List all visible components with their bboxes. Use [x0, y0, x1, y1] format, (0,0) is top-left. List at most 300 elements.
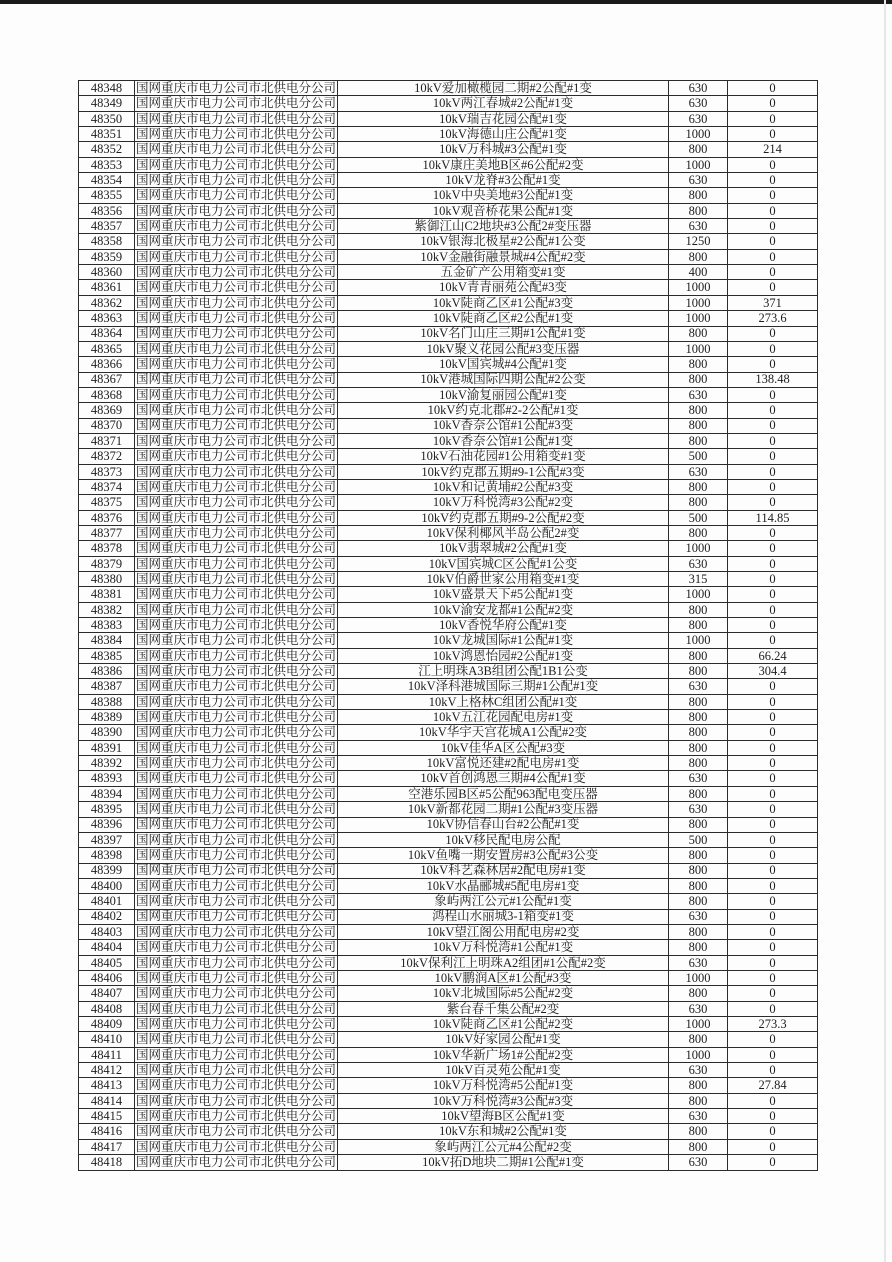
capacity-cell: 630 — [669, 111, 728, 126]
table-row — [79, 556, 818, 571]
table-row — [79, 679, 818, 694]
company-name-cell: 国网重庆市电力公司市北供电分公司 — [135, 1155, 336, 1170]
table-body — [79, 81, 818, 1171]
serial-number-cell: 48382 — [79, 602, 135, 617]
table-row — [79, 1032, 818, 1047]
serial-number-cell: 48365 — [79, 341, 135, 356]
company-name-cell: 国网重庆市电力公司市北供电分公司 — [135, 80, 336, 95]
device-name-cell: 10kV中央美地#3公配#1变 — [338, 188, 669, 203]
device-name-cell: 10kV保利椰风半岛公配2#变 — [338, 525, 669, 540]
serial-number-cell: 48393 — [79, 771, 135, 786]
load-value-cell: 114.85 — [728, 510, 818, 525]
load-value-cell: 0 — [728, 326, 818, 341]
device-name-cell: 10kV东和城#2公配#1变 — [338, 1124, 669, 1139]
company-name-cell: 国网重庆市电力公司市北供电分公司 — [135, 326, 336, 341]
serial-number-cell: 48418 — [79, 1155, 135, 1171]
table-row — [79, 802, 818, 817]
device-name-cell: 10kV万科悦湾#1公配#1变 — [338, 940, 669, 955]
device-name-cell: 10kV泽科港城国际三期#1公配#1变 — [338, 679, 669, 694]
serial-number-cell: 48361 — [79, 280, 135, 295]
company-name-cell: 国网重庆市电力公司市北供电分公司 — [135, 510, 336, 525]
table-row — [79, 311, 818, 326]
table-row — [79, 786, 818, 801]
company-name-cell: 国网重庆市电力公司市北供电分公司 — [135, 203, 336, 218]
capacity-cell: 1000 — [669, 280, 728, 295]
table-row — [79, 602, 818, 617]
company-name-cell: 国网重庆市电力公司市北供电分公司 — [135, 1062, 336, 1077]
company-name-cell: 国网重庆市电力公司市北供电分公司 — [135, 111, 336, 126]
table-row — [79, 541, 818, 556]
load-value-cell: 371 — [728, 295, 818, 310]
device-name-cell: 10kV鸿恩怡园#2公配#1变 — [338, 648, 669, 663]
company-name-cell: 国网重庆市电力公司市北供电分公司 — [135, 1032, 336, 1047]
device-name-cell: 10kV协信春山台#2公配#1变 — [338, 817, 669, 832]
company-name-cell: 国网重庆市电力公司市北供电分公司 — [135, 848, 336, 863]
capacity-cell: 800 — [669, 863, 728, 878]
company-name-cell: 国网重庆市电力公司市北供电分公司 — [135, 295, 336, 310]
table-row — [79, 955, 818, 970]
serial-number-cell: 48374 — [79, 479, 135, 494]
serial-number-cell: 48388 — [79, 694, 135, 709]
table-row — [79, 418, 818, 433]
company-name-cell: 国网重庆市电力公司市北供电分公司 — [135, 1001, 336, 1016]
serial-number-cell: 48383 — [79, 618, 135, 633]
table-row — [79, 618, 818, 633]
capacity-cell: 800 — [669, 188, 728, 203]
load-value-cell: 214 — [728, 142, 818, 157]
table-row — [79, 710, 818, 725]
serial-number-cell: 48390 — [79, 725, 135, 740]
capacity-cell: 1000 — [669, 341, 728, 356]
load-value-cell: 0 — [728, 418, 818, 433]
company-name-cell: 国网重庆市电力公司市北供电分公司 — [135, 541, 336, 556]
capacity-cell: 630 — [669, 81, 728, 96]
capacity-cell: 800 — [669, 372, 728, 387]
table-row — [79, 986, 818, 1001]
capacity-cell: 630 — [669, 387, 728, 402]
company-name-cell: 国网重庆市电力公司市北供电分公司 — [135, 372, 336, 387]
table-row — [79, 909, 818, 924]
capacity-cell: 800 — [669, 1139, 728, 1154]
table-row — [79, 433, 818, 448]
device-name-cell: 紫御江山C2地块#3公配2#变压器 — [338, 219, 669, 234]
load-value-cell: 0 — [728, 694, 818, 709]
load-value-cell: 0 — [728, 541, 818, 556]
company-name-cell: 国网重庆市电力公司市北供电分公司 — [135, 1016, 336, 1031]
company-name-cell: 国网重庆市电力公司市北供电分公司 — [135, 679, 336, 694]
device-name-cell: 10kV鹏润A区#1公配#3变 — [338, 970, 669, 985]
serial-number-cell: 48366 — [79, 357, 135, 372]
serial-number-cell: 48415 — [79, 1109, 135, 1124]
table-row — [79, 894, 818, 909]
table-row — [79, 817, 818, 832]
serial-number-cell: 48357 — [79, 219, 135, 234]
table-row — [79, 633, 818, 648]
company-name-cell: 国网重庆市电力公司市北供电分公司 — [135, 464, 336, 479]
load-value-cell: 0 — [728, 188, 818, 203]
capacity-cell: 800 — [669, 1032, 728, 1047]
capacity-cell: 630 — [669, 464, 728, 479]
company-name-cell: 国网重庆市电力公司市北供电分公司 — [135, 710, 336, 725]
table-row — [79, 234, 818, 249]
device-name-cell: 10kV水晶郦城#5配电房#1变 — [338, 878, 669, 893]
device-name-cell: 10kV国宾城C区公配#1公变 — [338, 556, 669, 571]
capacity-cell: 630 — [669, 955, 728, 970]
load-value-cell: 0 — [728, 940, 818, 955]
device-name-cell: 10kV香奈公馆#1公配#1变 — [338, 433, 669, 448]
capacity-cell: 800 — [669, 602, 728, 617]
capacity-cell: 1000 — [669, 587, 728, 602]
table-row — [79, 1093, 818, 1108]
device-name-cell: 10kV和记黄埔#2公配#3变 — [338, 479, 669, 494]
serial-number-cell: 48417 — [79, 1139, 135, 1154]
capacity-cell: 1000 — [669, 1016, 728, 1031]
company-name-cell: 国网重庆市电力公司市北供电分公司 — [135, 556, 336, 571]
table-row — [79, 878, 818, 893]
table-row — [79, 203, 818, 218]
load-value-cell: 0 — [728, 111, 818, 126]
capacity-cell: 630 — [669, 771, 728, 786]
company-name-cell: 国网重庆市电力公司市北供电分公司 — [135, 280, 336, 295]
serial-number-cell: 48385 — [79, 648, 135, 663]
company-name-cell: 国网重庆市电力公司市北供电分公司 — [135, 403, 336, 418]
table-row — [79, 1139, 818, 1154]
serial-number-cell: 48356 — [79, 203, 135, 218]
load-value-cell: 0 — [728, 955, 818, 970]
company-name-cell: 国网重庆市电力公司市北供电分公司 — [135, 311, 336, 326]
table-row — [79, 372, 818, 387]
load-value-cell: 0 — [728, 127, 818, 142]
serial-number-cell: 48398 — [79, 848, 135, 863]
load-value-cell: 0 — [728, 802, 818, 817]
serial-number-cell: 48394 — [79, 786, 135, 801]
table-row — [79, 341, 818, 356]
table-row — [79, 1155, 818, 1171]
table-row — [79, 188, 818, 203]
table-row — [79, 479, 818, 494]
serial-number-cell: 48368 — [79, 387, 135, 402]
device-name-cell: 10kV渝安龙都#1公配#2变 — [338, 602, 669, 617]
device-name-cell: 10kV拓D地块二期#1公配#1变 — [338, 1155, 669, 1171]
capacity-cell: 630 — [669, 909, 728, 924]
serial-number-cell: 48391 — [79, 740, 135, 755]
table-row — [79, 924, 818, 939]
table-row — [79, 740, 818, 755]
device-name-cell: 紫台春千集公配#2变 — [338, 1001, 669, 1016]
load-value-cell: 0 — [728, 265, 818, 280]
table-row — [79, 357, 818, 372]
capacity-cell: 800 — [669, 203, 728, 218]
company-name-cell: 国网重庆市电力公司市北供电分公司 — [135, 433, 336, 448]
company-name-cell: 国网重庆市电力公司市北供电分公司 — [135, 1093, 336, 1108]
company-name-cell: 国网重庆市电力公司市北供电分公司 — [135, 188, 336, 203]
serial-number-cell: 48372 — [79, 449, 135, 464]
table-row — [79, 157, 818, 172]
load-value-cell: 0 — [728, 234, 818, 249]
company-name-cell: 国网重庆市电力公司市北供电分公司 — [135, 234, 336, 249]
capacity-cell: 800 — [669, 326, 728, 341]
capacity-cell: 1000 — [669, 633, 728, 648]
capacity-cell: 800 — [669, 664, 728, 679]
load-value-cell: 0 — [728, 756, 818, 771]
serial-number-cell: 48367 — [79, 372, 135, 387]
serial-number-cell: 48409 — [79, 1016, 135, 1031]
load-value-cell: 0 — [728, 710, 818, 725]
table-row — [79, 111, 818, 126]
device-name-cell: 象屿两江公元#4公配#2变 — [338, 1139, 669, 1154]
load-value-cell: 0 — [728, 1001, 818, 1016]
load-value-cell: 0 — [728, 679, 818, 694]
capacity-cell: 1000 — [669, 311, 728, 326]
company-name-cell: 国网重庆市电力公司市北供电分公司 — [135, 863, 336, 878]
serial-number-cell: 48380 — [79, 572, 135, 587]
company-name-cell: 国网重庆市电力公司市北供电分公司 — [135, 1108, 336, 1123]
load-value-cell: 0 — [728, 740, 818, 755]
serial-number-cell: 48392 — [79, 756, 135, 771]
table-row — [79, 1016, 818, 1031]
serial-number-cell: 48400 — [79, 878, 135, 893]
serial-number-cell: 48381 — [79, 587, 135, 602]
company-name-cell: 国网重庆市电力公司市北供电分公司 — [135, 725, 336, 740]
table-row — [79, 648, 818, 663]
table-row — [79, 1124, 818, 1139]
company-name-cell: 国网重庆市电力公司市北供电分公司 — [135, 694, 336, 709]
company-name-cell: 国网重庆市电力公司市北供电分公司 — [135, 832, 336, 847]
table-row — [79, 970, 818, 985]
device-name-cell: 鸿程山水丽城3-1箱变#1变 — [338, 909, 669, 924]
serial-number-cell: 48387 — [79, 679, 135, 694]
load-value-cell: 0 — [728, 909, 818, 924]
capacity-cell: 800 — [669, 756, 728, 771]
load-value-cell: 0 — [728, 96, 818, 111]
company-name-cell: 国网重庆市电力公司市北供电分公司 — [135, 142, 336, 157]
table-row — [79, 81, 818, 96]
serial-number-cell: 48406 — [79, 970, 135, 985]
device-name-cell: 10kV富悦还建#2配电房#1变 — [338, 756, 669, 771]
load-value-cell: 0 — [728, 449, 818, 464]
device-name-cell: 10kV万科城#3公配#1变 — [338, 142, 669, 157]
load-value-cell: 0 — [728, 894, 818, 909]
serial-number-cell: 48349 — [79, 96, 135, 111]
load-value-cell: 27.84 — [728, 1078, 818, 1093]
company-name-cell: 国网重庆市电力公司市北供电分公司 — [135, 96, 336, 111]
device-name-cell: 10kV约克郡五期#9-2公配#2变 — [338, 510, 669, 525]
company-name-cell: 国网重庆市电力公司市北供电分公司 — [135, 172, 336, 187]
device-name-cell: 10kV瑞吉花园公配#1变 — [338, 111, 669, 126]
capacity-cell: 630 — [669, 679, 728, 694]
company-name-cell: 国网重庆市电力公司市北供电分公司 — [135, 479, 336, 494]
load-value-cell: 0 — [728, 1032, 818, 1047]
load-value-cell: 0 — [728, 357, 818, 372]
device-name-cell: 10kV移民配电房公配 — [338, 832, 669, 847]
load-value-cell: 0 — [728, 1124, 818, 1139]
device-name-cell: 10kV观音桥花果公配#1变 — [338, 203, 669, 218]
device-name-cell: 10kV香悦华府公配#1变 — [338, 618, 669, 633]
load-value-cell: 0 — [728, 817, 818, 832]
serial-number-cell: 48401 — [79, 894, 135, 909]
capacity-cell: 800 — [669, 986, 728, 1001]
top-border-bar — [0, 0, 892, 4]
serial-number-cell: 48410 — [79, 1032, 135, 1047]
device-name-cell: 10kV伯爵世家公用箱变#1变 — [338, 572, 669, 587]
table-row — [79, 587, 818, 602]
serial-number-cell: 48412 — [79, 1063, 135, 1078]
capacity-cell: 1000 — [669, 541, 728, 556]
company-name-cell: 国网重庆市电力公司市北供电分公司 — [135, 495, 336, 510]
serial-number-cell: 48405 — [79, 955, 135, 970]
load-value-cell: 0 — [728, 970, 818, 985]
device-name-cell: 10kV康庄美地B区#6公配#2变 — [338, 157, 669, 172]
capacity-cell: 630 — [669, 173, 728, 188]
load-value-cell: 0 — [728, 848, 818, 863]
capacity-cell: 1000 — [669, 157, 728, 172]
company-name-cell: 国网重庆市电力公司市北供电分公司 — [135, 648, 336, 663]
capacity-cell: 800 — [669, 894, 728, 909]
device-name-cell: 10kV翡翠城#2公配#1变 — [338, 541, 669, 556]
table-row — [79, 525, 818, 540]
device-name-cell: 10kV万科悦湾#3公配#2变 — [338, 495, 669, 510]
company-name-cell: 国网重庆市电力公司市北供电分公司 — [135, 1047, 336, 1062]
table-row — [79, 326, 818, 341]
capacity-cell: 630 — [669, 1001, 728, 1016]
load-value-cell: 273.3 — [728, 1016, 818, 1031]
load-value-cell: 0 — [728, 587, 818, 602]
device-name-cell: 10kV海德山庄公配#1变 — [338, 127, 669, 142]
device-name-cell: 10kV陡商乙区#1公配#3变 — [338, 295, 669, 310]
company-name-cell: 国网重庆市电力公司市北供电分公司 — [135, 756, 336, 771]
capacity-cell: 800 — [669, 618, 728, 633]
company-name-cell: 国网重庆市电力公司市北供电分公司 — [135, 663, 336, 678]
table-row — [79, 940, 818, 955]
device-name-cell: 10kV龙城国际#1公配#1变 — [338, 633, 669, 648]
load-value-cell: 0 — [728, 863, 818, 878]
device-name-cell: 10kV港城国际四期公配#2公变 — [338, 372, 669, 387]
company-name-cell: 国网重庆市电力公司市北供电分公司 — [135, 387, 336, 402]
load-value-cell: 0 — [728, 280, 818, 295]
device-name-cell: 10kV龙脊#3公配#1变 — [338, 173, 669, 188]
company-name-cell: 国网重庆市电力公司市北供电分公司 — [135, 357, 336, 372]
load-value-cell: 0 — [728, 1063, 818, 1078]
serial-number-cell: 48350 — [79, 111, 135, 126]
device-name-cell: 10kV万科悦湾#3公配#3变 — [338, 1093, 669, 1108]
company-name-cell: 国网重庆市电力公司市北供电分公司 — [135, 249, 336, 264]
load-value-cell: 138.48 — [728, 372, 818, 387]
table-row — [79, 265, 818, 280]
capacity-cell: 800 — [669, 1093, 728, 1108]
company-name-cell: 国网重庆市电力公司市北供电分公司 — [135, 894, 336, 909]
table-row — [79, 127, 818, 142]
table-row — [79, 403, 818, 418]
table-row — [79, 756, 818, 771]
load-value-cell: 0 — [728, 157, 818, 172]
load-value-cell: 0 — [728, 525, 818, 540]
table-row — [79, 1063, 818, 1078]
capacity-cell: 800 — [669, 142, 728, 157]
company-name-cell: 国网重庆市电力公司市北供电分公司 — [135, 955, 336, 970]
serial-number-cell: 48397 — [79, 832, 135, 847]
company-name-cell: 国网重庆市电力公司市北供电分公司 — [135, 525, 336, 540]
capacity-cell: 500 — [669, 832, 728, 847]
serial-number-cell: 48408 — [79, 1001, 135, 1016]
load-value-cell: 0 — [728, 219, 818, 234]
load-value-cell: 0 — [728, 173, 818, 188]
company-name-cell: 国网重庆市电力公司市北供电分公司 — [135, 587, 336, 602]
table-row — [79, 495, 818, 510]
capacity-cell: 315 — [669, 572, 728, 587]
load-value-cell: 0 — [728, 725, 818, 740]
company-name-cell: 国网重庆市电力公司市北供电分公司 — [135, 418, 336, 433]
table-row — [79, 863, 818, 878]
serial-number-cell: 48364 — [79, 326, 135, 341]
serial-number-cell: 48376 — [79, 510, 135, 525]
load-value-cell: 66.24 — [728, 648, 818, 663]
serial-number-cell: 48371 — [79, 433, 135, 448]
table-row — [79, 142, 818, 157]
load-value-cell: 0 — [728, 495, 818, 510]
table-row — [79, 295, 818, 310]
load-value-cell: 0 — [728, 986, 818, 1001]
device-name-cell: 10kV鱼嘴一期安置房#3公配#3公变 — [338, 848, 669, 863]
device-name-cell: 10kV石油花园#1公用箱变#1变 — [338, 449, 669, 464]
load-value-cell: 0 — [728, 464, 818, 479]
table-row — [79, 572, 818, 587]
device-name-cell: 10kV约克郡五期#9-1公配#3变 — [338, 464, 669, 479]
device-name-cell: 五金矿产公用箱变#1变 — [338, 265, 669, 280]
company-name-cell: 国网重庆市电力公司市北供电分公司 — [135, 909, 336, 924]
load-value-cell: 0 — [728, 387, 818, 402]
company-name-cell: 国网重庆市电力公司市北供电分公司 — [135, 449, 336, 464]
company-name-cell: 国网重庆市电力公司市北供电分公司 — [135, 924, 336, 939]
load-value-cell: 0 — [728, 81, 818, 96]
capacity-cell: 500 — [669, 449, 728, 464]
capacity-cell: 1000 — [669, 295, 728, 310]
company-name-cell: 国网重庆市电力公司市北供电分公司 — [135, 878, 336, 893]
serial-number-cell: 48360 — [79, 265, 135, 280]
capacity-cell: 800 — [669, 403, 728, 418]
table-row — [79, 510, 818, 525]
device-name-cell: 10kV华宇天宫花城A1公配#2变 — [338, 725, 669, 740]
device-name-cell: 10kV万科悦湾#5公配#1变 — [338, 1078, 669, 1093]
device-name-cell: 空港乐园B区#5公配963配电变压器 — [338, 786, 669, 801]
capacity-cell: 800 — [669, 1124, 728, 1139]
serial-number-cell: 48403 — [79, 924, 135, 939]
device-name-cell: 10kV华新广场1#公配#2变 — [338, 1047, 669, 1062]
serial-number-cell: 48377 — [79, 525, 135, 540]
device-name-cell: 10kV望海B区公配#1变 — [338, 1109, 669, 1124]
load-value-cell: 0 — [728, 1139, 818, 1154]
company-name-cell: 国网重庆市电力公司市北供电分公司 — [135, 817, 336, 832]
capacity-cell: 800 — [669, 940, 728, 955]
capacity-cell: 800 — [669, 357, 728, 372]
capacity-cell: 800 — [669, 525, 728, 540]
capacity-cell: 630 — [669, 1109, 728, 1124]
table-row — [79, 848, 818, 863]
table-row — [79, 1078, 818, 1093]
load-value-cell: 0 — [728, 572, 818, 587]
company-name-cell: 国网重庆市电力公司市北供电分公司 — [135, 986, 336, 1001]
serial-number-cell: 48353 — [79, 157, 135, 172]
company-name-cell: 国网重庆市电力公司市北供电分公司 — [135, 1124, 336, 1139]
device-name-cell: 10kV渝复丽园公配#1变 — [338, 387, 669, 402]
device-name-cell: 10kV约克北郡#2-2公配#1变 — [338, 403, 669, 418]
load-value-cell: 0 — [728, 633, 818, 648]
serial-number-cell: 48384 — [79, 633, 135, 648]
load-value-cell: 0 — [728, 878, 818, 893]
capacity-cell: 800 — [669, 817, 728, 832]
load-value-cell: 0 — [728, 403, 818, 418]
capacity-cell: 1250 — [669, 234, 728, 249]
serial-number-cell: 48402 — [79, 909, 135, 924]
